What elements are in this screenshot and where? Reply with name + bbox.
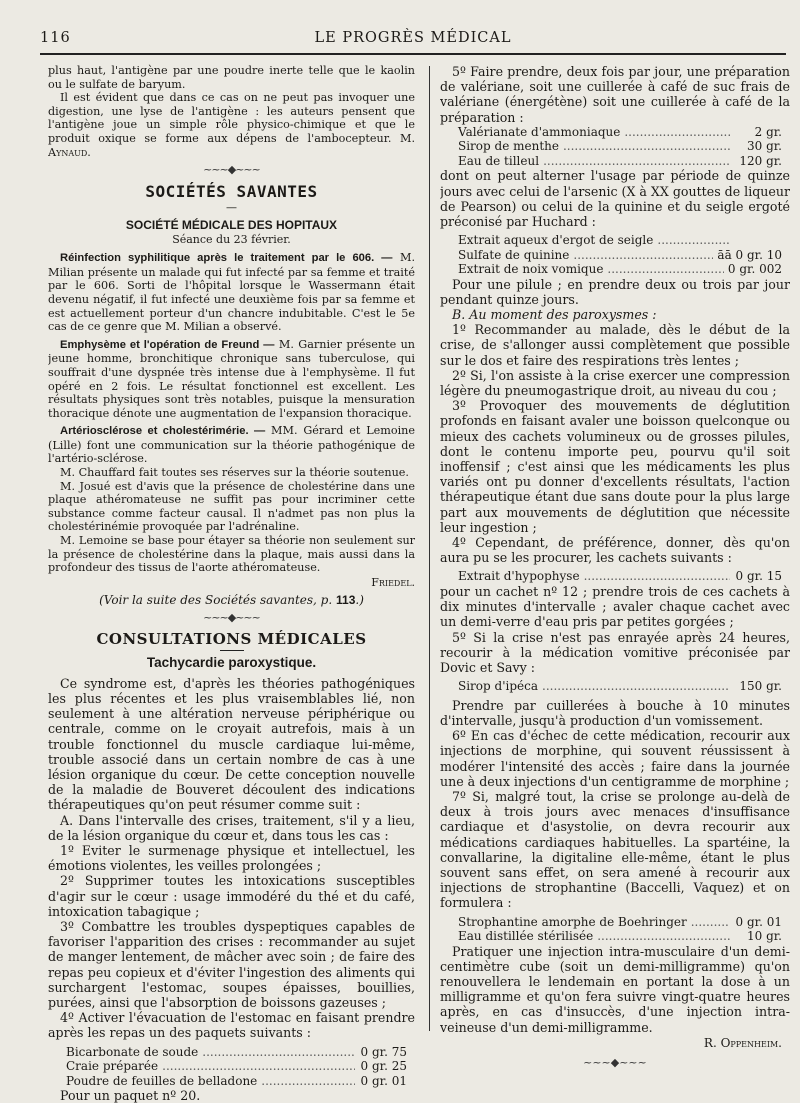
prescription-line: Extrait aqueux d'ergot de seigle .....	[440, 233, 790, 248]
section-title: SOCIÉTÉS SAVANTES	[145, 182, 318, 202]
article-title: Tachycardie paroxystique.	[146, 654, 317, 670]
body-paragraph: 2º Supprimer toutes les intoxications susceptibles d'agir sur le cœur : usage immodéré du thé et du café, intoxication tabagique ;	[48, 873, 415, 919]
society-title: SOCIÉTÉ MÉDICALE DES HOPITAUX	[125, 218, 338, 233]
body-paragraph: 1º Eviter le surmenage physique et intellectuel, les émotions violentes, les veilles prolongées ;	[48, 843, 415, 874]
body-paragraph: 7º Si, malgré tout, la crise se prolonge au-delà de deux à trois jours avec menaces d'insuffisance cardiaque et d'asystolie, on devra recourir aux médications cardiaques habituelles. La spartéine, la convallarine, la digitaline elle-même, étant le plus souvent sans effet, on sera amené à recourir aux injections de strophantine (Baccelli, Vaquez) et on formulera :	[440, 788, 790, 911]
body-paragraph: Ce syndrome est, d'après les théories pathogéniques les plus récentes et les plus vraisemblables lié, non seulement à une altération nerveuse périphérique ou centrale, comme on le croyait autrefois, mais à un trouble fonctionnel du muscle cardiaque lui-même, trouble associé dans un certain nombre de cas à une lésion organique du cœur. De cette conception nouvelle de la maladie de Bouveret découlent des indications thérapeutiques qu'on peut résumer comme suit :	[48, 675, 415, 813]
journal-title: LE PROGRÈS MÉDICAL	[314, 30, 512, 46]
body-paragraph: 6º En cas d'échec de cette médication, recourir aux injections de morphine, qui souvent réussissent à modérer l'intensité des accès ; faire dans la journée une à deux injections d'un centigramme de morphine ;	[440, 728, 790, 789]
title-dash	[220, 650, 244, 651]
body-paragraph: B. Au moment des paroxysmes :	[452, 307, 657, 323]
prescription-line: Sulfate de quinine ..... āā 0 gr. 10	[440, 248, 790, 263]
body-paragraph: 4º Cependant, de préférence, donner, dès qu'on aura pu se les procurer, les cachets suivants :	[440, 535, 790, 566]
report-paragraph: Emphysème et l'opération de Freund — M. Garnier présente un jeune homme, bronchitique chronique sans tuberculose, qui souffrait d'une dyspnée très intense due à l'emphysème. Il fut opéré en 2 fois. Le résultat fonctionnel est excellent. Les résultats physiques sont très notables, puisque la mensuration thoracique dénote une augmentation de l'expansion thoracique.	[48, 337, 415, 420]
author-signature: R. Oppenheim.	[703, 1035, 782, 1050]
ornament-divider: ~~~◆~~~	[203, 163, 260, 177]
report-paragraph: M. Josué est d'avis que la présence de cholestérine dans une plaque athéromateuse ne suffit pas pour incriminer cette substance comme facteur causal. Il n'admet pas non plus la cholestérinémie provoquée par l'adrénaline.	[48, 479, 415, 534]
prescription-line: Extrait d'hypophyse ..... 0 gr. 15	[440, 569, 790, 584]
prescription-line: Sirop d'ipéca ..... 150 gr.	[440, 679, 790, 694]
ornament-divider: ~~~◆~~~	[583, 1055, 647, 1069]
prescription-line: Extrait de noix vomique ..... 0 gr. 002	[440, 262, 790, 277]
prescription-line: Poudre de feuilles de belladone ..... 0 gr. 01	[48, 1074, 415, 1089]
report-paragraph: M. Lemoine se base pour étayer sa théorie non seulement sur la présence de cholestérine dans la plaque, mais aussi dans la profondeur des tissus de l'aorte athéromateuse.	[48, 534, 415, 575]
body-paragraph: 2º Si, l'on assiste à la crise exercer une compression légère du pneumogastrique droit, au niveau du cou ;	[440, 367, 790, 399]
body-paragraph: Pratiquer une injection intra-musculaire d'un demi-centimètre cube (soit un demi-milligramme) qu'on renouvellera le lendemain en portant la dose à un milligramme et qu'on fera suivre vingt-quatre heures après, en cas d'insuccès, d'une injection intra-veineuse d'un demi-milligramme.	[440, 943, 790, 1035]
body-paragraph: 5º Si la crise n'est pas enrayée après 24 heures, recourir à la médication vomitive préconisée par Dovic et Savy :	[440, 629, 790, 675]
page-number: 116	[40, 30, 71, 46]
prescription-line: Eau de tilleul ..... 120 gr.	[440, 154, 790, 169]
body-paragraph: 5º Faire prendre, deux fois par jour, une préparation de valériane, soit une cuillerée à café de suc frais de valériane (énergétène) soit une cuillerée à café de la préparation :	[440, 64, 790, 125]
prescription-line: Sirop de menthe ..... 30 gr.	[440, 139, 790, 154]
prescription-line: Strophantine amorphe de Boehringer ..... 0 gr. 01	[440, 915, 790, 930]
report-paragraph: Réinfection syphilitique après le traitement par le 606. — M. Milian présente un malade qui fut infecté par sa femme et traité par le 606. Sorti de l'hôpital lorsque le Wassermann était devenu négatif, il fut infecté une deuxième fois par sa femme et est actuellement porteur d'un chancre indubitable. C'est le 5e cas de ce genre que M. Milian a observé.	[48, 251, 415, 334]
body-paragraph: dont on peut alterner l'usage par période de quinze jours avec celui de l'arsenic (X à XX gouttes de liqueur de Pearson) ou celui de la quinine et du seigle ergoté préconisé par Huchard :	[440, 168, 790, 229]
report-paragraph: M. Chauffard fait toutes ses réserves sur la théorie soutenue.	[60, 466, 409, 480]
author-signature: M. Aynaud.	[48, 131, 415, 159]
body-paragraph: pour un cachet nº 12 ; prendre trois de ces cachets à dix minutes d'intervalle ; avaler chaque cachet avec un demi-verre d'eau pris par petites gorgées ;	[440, 583, 790, 630]
report-paragraph: Artériosclérose et cholestérimérie. — MM. Gérard et Lemoine (Lille) font une communication sur la théorie pathogénique de l'artério-sclérose.	[48, 424, 415, 466]
body-paragraph: 4º Activer l'évacuation de l'estomac en faisant prendre après les repas un des paquets suivants :	[48, 1010, 415, 1041]
column-divider	[429, 66, 430, 1031]
body-paragraph: Prendre par cuillerées à bouche à 10 minutes d'intervalle, jusqu'à production d'un vomissement.	[440, 697, 790, 728]
left-column	[48, 64, 415, 1103]
body-paragraph: Pour une pilule ; en prendre deux ou trois par jour pendant quinze jours.	[440, 276, 790, 307]
body-paragraph: Pour un paquet nº 20.	[60, 1088, 201, 1103]
prescription-line: Valérianate d'ammoniaque ..... 2 gr.	[440, 125, 790, 140]
right-column	[440, 64, 790, 1069]
title-dash: —	[226, 201, 237, 215]
running-header	[40, 30, 786, 52]
prescription-line: Craie préparée ..... 0 gr. 25	[48, 1059, 415, 1074]
session-date: Séance du 23 février.	[172, 233, 291, 247]
body-paragraph: 3º Combattre les troubles dyspeptiques capables de favoriser l'apparition des crises : recommander au sujet de manger lentement, de mâcher avec soin ; de faire des repas peu copieux et d'éviter l'ingestion des aliments qui surchargent l'estomac, soupes épaisses, bouillies, purées, ainsi que l'absorption de boissons gazeuses ;	[48, 919, 415, 1011]
prescription-line: Eau distillée stérilisée ..... 10 gr.	[440, 929, 790, 944]
author-signature: Friedel.	[371, 575, 415, 589]
body-paragraph: A. Dans l'intervalle des crises, traitement, s'il y a lieu, de la lésion organique du cœur et, dans tous les cas :	[48, 812, 415, 843]
prescription-line: Bicarbonate de soude ..... 0 gr. 75	[48, 1045, 415, 1060]
header-rule	[40, 53, 786, 55]
ornament-divider: ~~~◆~~~	[203, 610, 260, 624]
intro-paragraph: plus haut, l'antigène par une poudre inerte telle que le kaolin ou le sulfate de baryum.	[48, 64, 415, 91]
section-title: CONSULTATIONS MÉDICALES	[96, 629, 367, 648]
intro-paragraph: Il est évident que dans ce cas on ne peut pas invoquer une digestion, une lyse de l'antigène : les auteurs pensent que l'antigène joue un simple rôle physico-chimique et que le produit oxique se forme aux dépens de l'ambocepteur. M. Aynaud.	[48, 91, 415, 159]
continuation-note: (Voir la suite des Sociétés savantes, p. 113.)	[99, 592, 364, 607]
body-paragraph: 1º Recommander au malade, dès le début de la crise, de s'allonger aussi complètement que possible sur le dos et faire des respirations très lentes ;	[440, 322, 790, 368]
body-paragraph: 3º Provoquer des mouvements de déglutition profonds en faisant avaler une boisson quelconque ou mieux des cachets volumineux ou de grosses pilules, dont le contenu importe peu, pourvu qu'il soit inoffensif ; c'est ainsi que les médicaments les plus variés ont pu donner d'excellents résultats, l'action thérapeutique étant due sans doute pour la plus large part aux mouvements de déglutition que nécessite leur ingestion ;	[440, 398, 790, 535]
